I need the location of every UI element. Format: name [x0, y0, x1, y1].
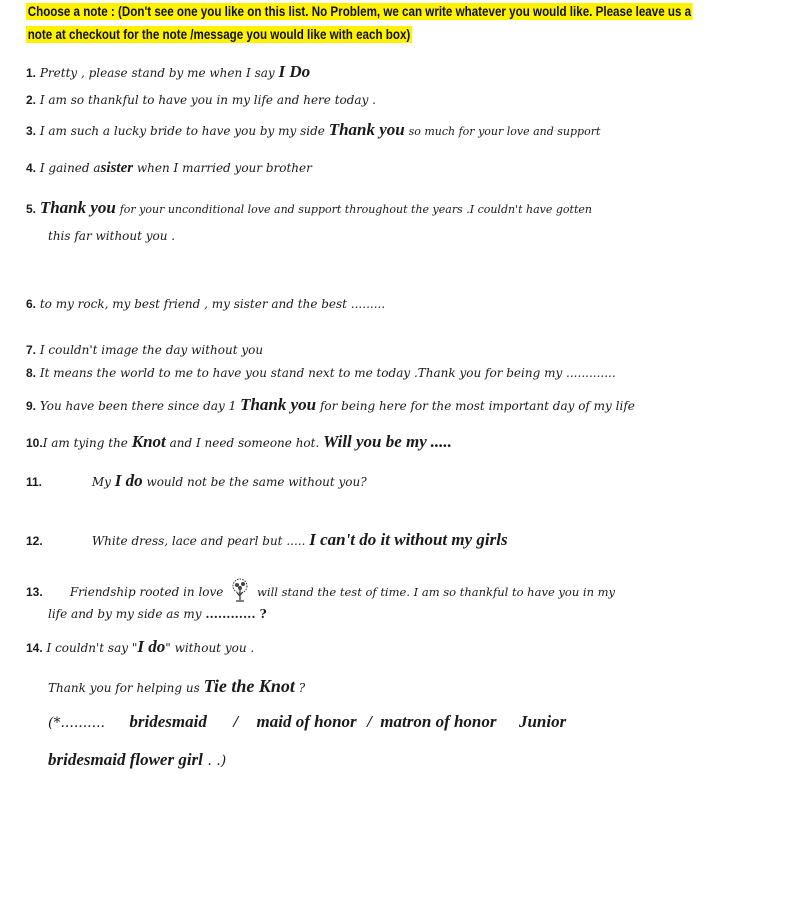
note-1: 1. Pretty , please stand by me when I say I Do	[26, 62, 311, 81]
note-number: 7.	[26, 343, 37, 357]
note-number: 11.	[26, 475, 43, 489]
note-number: 4.	[26, 161, 37, 175]
note-5-continued: this far without you .	[48, 229, 176, 243]
note-number: 12.	[26, 534, 43, 548]
note-number: 13.	[26, 585, 43, 599]
note-number: 8.	[26, 366, 37, 380]
note-13: 13. Friendship rooted in love will stand the test of time. I am so thankful to have you in my	[26, 578, 615, 604]
role-options-line-2: bridesmaid flower girl . .)	[48, 750, 227, 769]
instruction-banner	[26, 1, 794, 47]
note-3: 3. I am such a lucky bride to have you by my side Thank you so much for your love and support	[26, 120, 601, 139]
instruction-line-1: Choose a note : (Don't see one you like on this list. No Problem, we can write whatever you would like. Please leave us a	[27, 4, 692, 19]
note-14: 14. I couldn't say "I do" without you .	[26, 637, 255, 656]
note-number: 10.	[26, 436, 43, 450]
note-7: 7. I couldn't image the day without you	[26, 343, 264, 357]
role-options-line-1: (*.......... bridesmaid / maid of honor / matron of honor Junior	[48, 712, 567, 731]
note-13-continued: life and by my side as my ............ ?	[48, 607, 267, 621]
note-6: 6. to my rock, my best friend , my sister and the best .........	[26, 297, 386, 311]
note-8: 8. It means the world to me to have you stand next to me today .Thank you for being my .............	[26, 366, 616, 380]
note-number: 3.	[26, 124, 37, 138]
note-5: 5. Thank you for your unconditional love and support throughout the years .I couldn't have gotten	[26, 198, 592, 217]
note-9: 9. You have been there since day 1 Thank you for being here for the most important day of my life	[26, 395, 635, 414]
note-number: 2.	[26, 93, 37, 107]
instruction-line-2: note at checkout for the note /message you would like with each box)	[27, 27, 411, 42]
note-2: 2. I am so thankful to have you in my life and here today .	[26, 93, 376, 107]
note-number: 9.	[26, 399, 37, 413]
note-number: 5.	[26, 202, 37, 216]
note-10: 10.I am tying the Knot and I need someone hot. Will you be my .....	[26, 432, 452, 451]
note-number: 14.	[26, 641, 43, 655]
note-number: 1.	[26, 66, 37, 80]
note-4: 4. I gained asister when I married your brother	[26, 160, 312, 176]
note-14-continued: Thank you for helping us Tie the Knot ?	[48, 676, 306, 696]
note-number: 6.	[26, 297, 37, 311]
tree-icon	[229, 578, 251, 604]
note-12: 12. White dress, lace and pearl but ..... I can't do it without my girls	[26, 530, 508, 549]
note-11: 11. My I do would not be the same without you?	[26, 471, 367, 490]
